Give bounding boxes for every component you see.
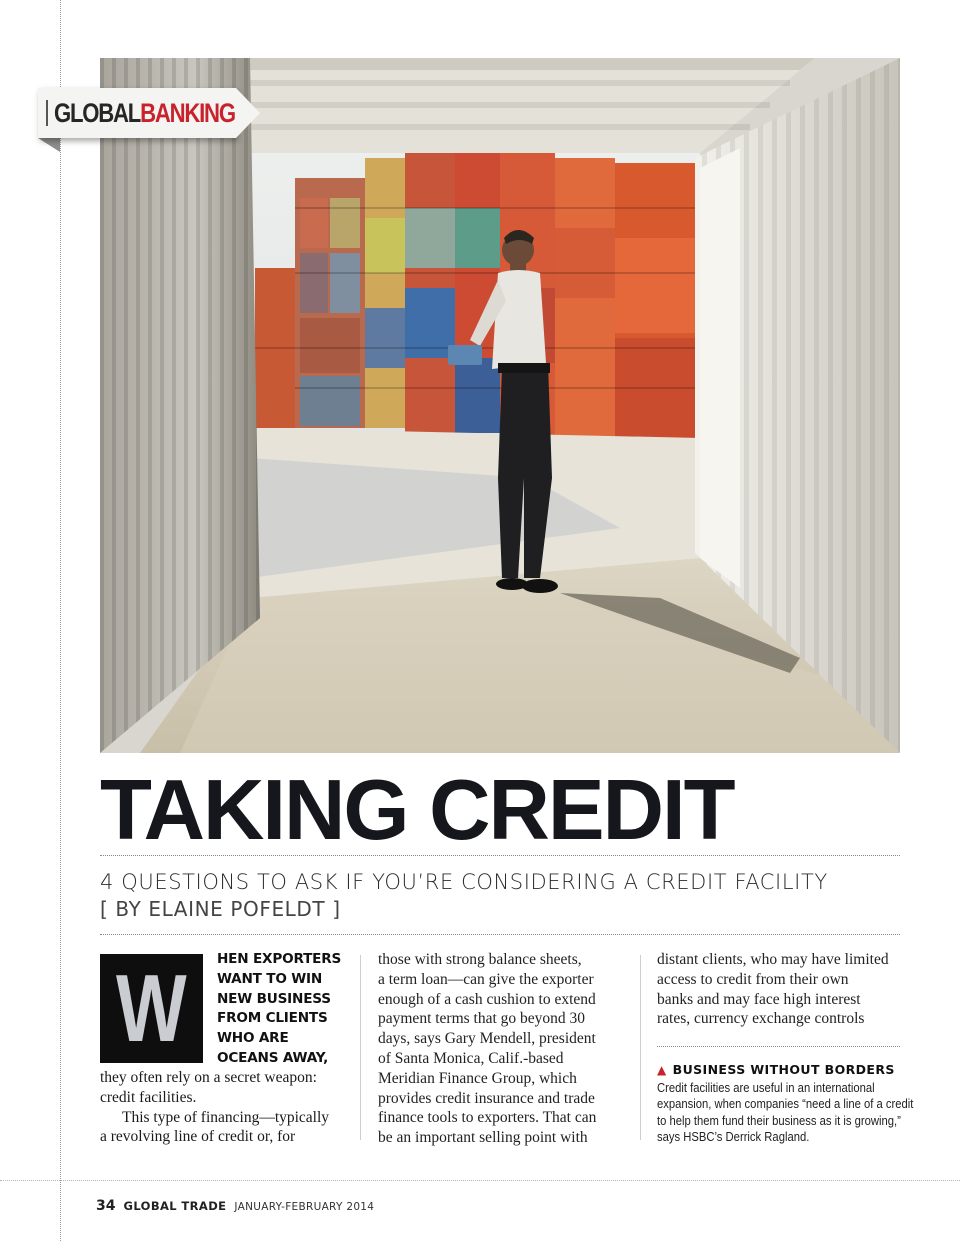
body-line: enough of a cash cushion to extend	[378, 990, 596, 1008]
column-divider	[640, 955, 641, 1140]
body-line: finance tools to exporters. That can	[378, 1109, 597, 1127]
body-line: provides credit insurance and trade	[378, 1089, 595, 1107]
dropcap	[100, 954, 203, 1063]
sidebar-title	[657, 1062, 895, 1077]
body-line: distant clients, who may have limited	[657, 951, 889, 968]
sidebar-caption	[657, 1080, 914, 1146]
body-line: access to credit from their own	[657, 970, 849, 988]
body-line: credit facilities.	[100, 1088, 197, 1106]
lead-in-line: WANT TO WIN	[217, 970, 323, 987]
caption-line: says HSBC’s Derrick Ragland.	[657, 1130, 810, 1145]
page-number: 34	[96, 1198, 116, 1214]
headline-rule	[100, 855, 900, 856]
caption-line: expansion, when companies “need a line of a credit	[657, 1097, 914, 1112]
body-column-3	[657, 950, 902, 1029]
column-divider	[360, 955, 361, 1140]
body-line: be an important selling point with	[378, 1129, 588, 1147]
page-footer	[96, 1198, 374, 1214]
body-line: a term loan—can give the exporter	[378, 970, 594, 988]
body-line: Meridian Finance Group, which	[378, 1069, 577, 1087]
body-column-1	[100, 1068, 350, 1147]
dropcap-letter: W	[116, 954, 187, 1062]
lead-in-line: NEW BUSINESS	[217, 990, 331, 1007]
lead-in-line: OCEANS AWAY,	[217, 1049, 329, 1066]
body-line: of Santa Monica, Calif.-based	[378, 1049, 564, 1067]
section-ribbon	[38, 88, 260, 138]
publication-name: GLOBAL TRADE	[123, 1199, 227, 1213]
section-word-global: GLOBAL	[54, 97, 141, 128]
body-line: they often rely on a secret weapon:	[100, 1069, 317, 1086]
section-tag	[38, 88, 236, 138]
headline: TAKING CREDIT	[100, 763, 734, 858]
lead-in-line: HEN EXPORTERS	[217, 951, 342, 967]
lead-in-line: WHO ARE	[217, 1030, 289, 1047]
caption-line: to help them fund their business as it is growing,”	[657, 1113, 901, 1128]
lead-in-line: FROM CLIENTS	[217, 1010, 328, 1027]
body-line: payment terms that go beyond 30	[378, 1010, 586, 1028]
trim-line	[60, 0, 61, 1241]
trim-line-bottom	[0, 1180, 960, 1181]
sidebar-title-text: BUSINESS WITHOUT BORDERS	[672, 1062, 895, 1077]
ribbon-fold	[38, 138, 60, 152]
body-column-2	[378, 950, 618, 1148]
byline-rule	[100, 934, 900, 935]
body-line: This type of financing—typically	[122, 1108, 330, 1126]
container-yard-photo	[100, 58, 900, 753]
byline: [ BY ELAINE POFELDT ]	[100, 897, 341, 921]
hero-photo	[100, 58, 900, 753]
caption-line: Credit facilities are useful in an international	[657, 1081, 875, 1095]
triangle-up-icon: ▲	[657, 1063, 667, 1077]
issue-date: JANUARY-FEBRUARY 2014	[234, 1201, 375, 1213]
body-line: those with strong balance sheets,	[378, 951, 582, 968]
body-line: a revolving line of credit or, for	[100, 1128, 296, 1146]
lead-in	[217, 950, 352, 1069]
body-line: days, says Gary Mendell, president	[378, 1030, 596, 1048]
sidebar-rule	[657, 1046, 900, 1047]
body-line: rates, currency exchange controls	[657, 1010, 865, 1028]
body-line: banks and may face high interest	[657, 990, 861, 1008]
deck: 4 QUESTIONS TO ASK IF YOU’RE CONSIDERING A CREDIT FACILITY	[100, 870, 828, 894]
section-word-banking: BANKING	[140, 97, 235, 128]
ribbon-tip	[236, 88, 260, 138]
